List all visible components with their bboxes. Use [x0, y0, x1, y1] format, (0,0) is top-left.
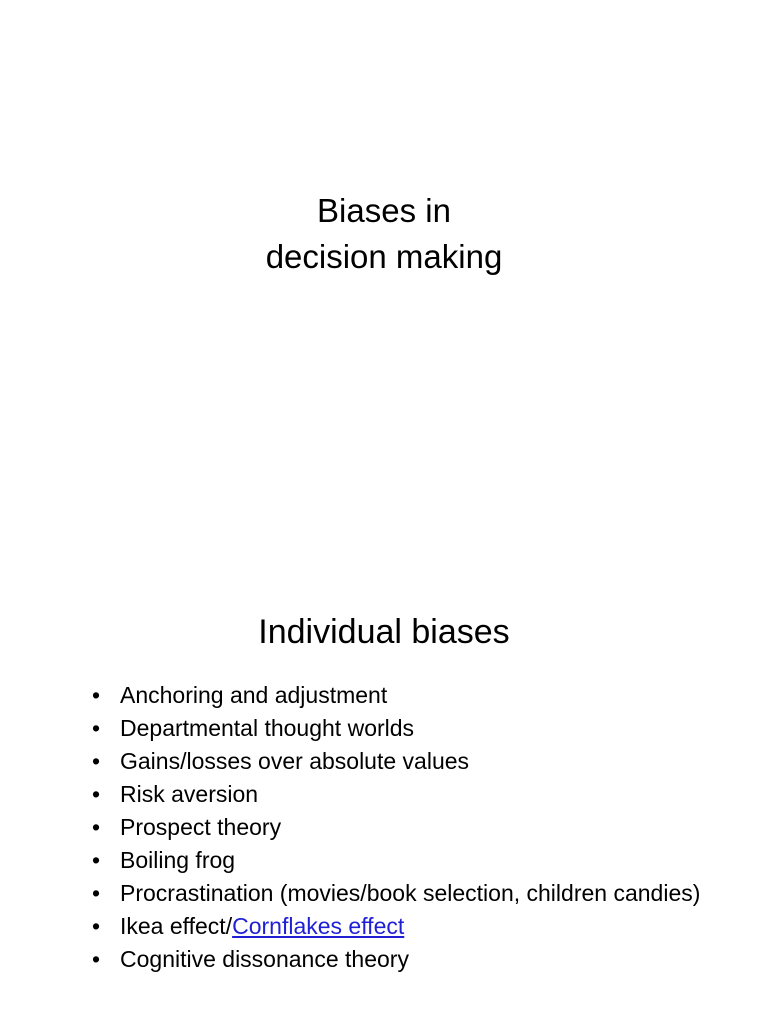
bullet-icon: •: [92, 880, 101, 906]
list-item: [92, 914, 732, 939]
bullet-text: Anchoring and adjustment: [120, 682, 388, 708]
bullet-icon: •: [92, 715, 101, 741]
slide-title-heading: [0, 188, 768, 280]
bias-list: [92, 683, 732, 980]
slide-individual-biases: [0, 576, 768, 1024]
bullet-icon: •: [92, 913, 101, 939]
bullet-icon: •: [92, 748, 101, 774]
bullet-icon: •: [92, 814, 101, 840]
list-item: [92, 848, 732, 873]
list-item: [92, 782, 732, 807]
bullet-text-ikea-prefix: Ikea effect/: [120, 913, 233, 939]
title-line-2: decision making: [265, 238, 503, 275]
list-item: [92, 947, 732, 972]
bullet-text: Departmental thought worlds: [120, 715, 415, 741]
cornflakes-effect-link[interactable]: Cornflakes effect: [232, 913, 405, 939]
list-item: [92, 881, 732, 906]
list-item: [92, 716, 732, 741]
bullet-text: Cognitive dissonance theory: [120, 946, 409, 972]
bullet-icon: •: [92, 682, 101, 708]
title-line-1: Biases in: [317, 192, 451, 229]
bullet-text: Gains/losses over absolute values: [120, 748, 470, 774]
bullet-text: Boiling frog: [120, 847, 236, 873]
list-item: [92, 683, 732, 708]
bullet-icon: •: [92, 781, 101, 807]
bullet-icon: •: [92, 847, 101, 873]
bullet-text: Prospect theory: [120, 814, 282, 840]
slide-heading: Individual biases: [258, 613, 510, 651]
list-item: [92, 815, 732, 840]
list-item: [92, 749, 732, 774]
bullet-text: Procrastination (movies/book selection, children candies): [120, 880, 701, 906]
bullet-text: Risk aversion: [120, 781, 259, 807]
bullet-icon: •: [92, 946, 101, 972]
